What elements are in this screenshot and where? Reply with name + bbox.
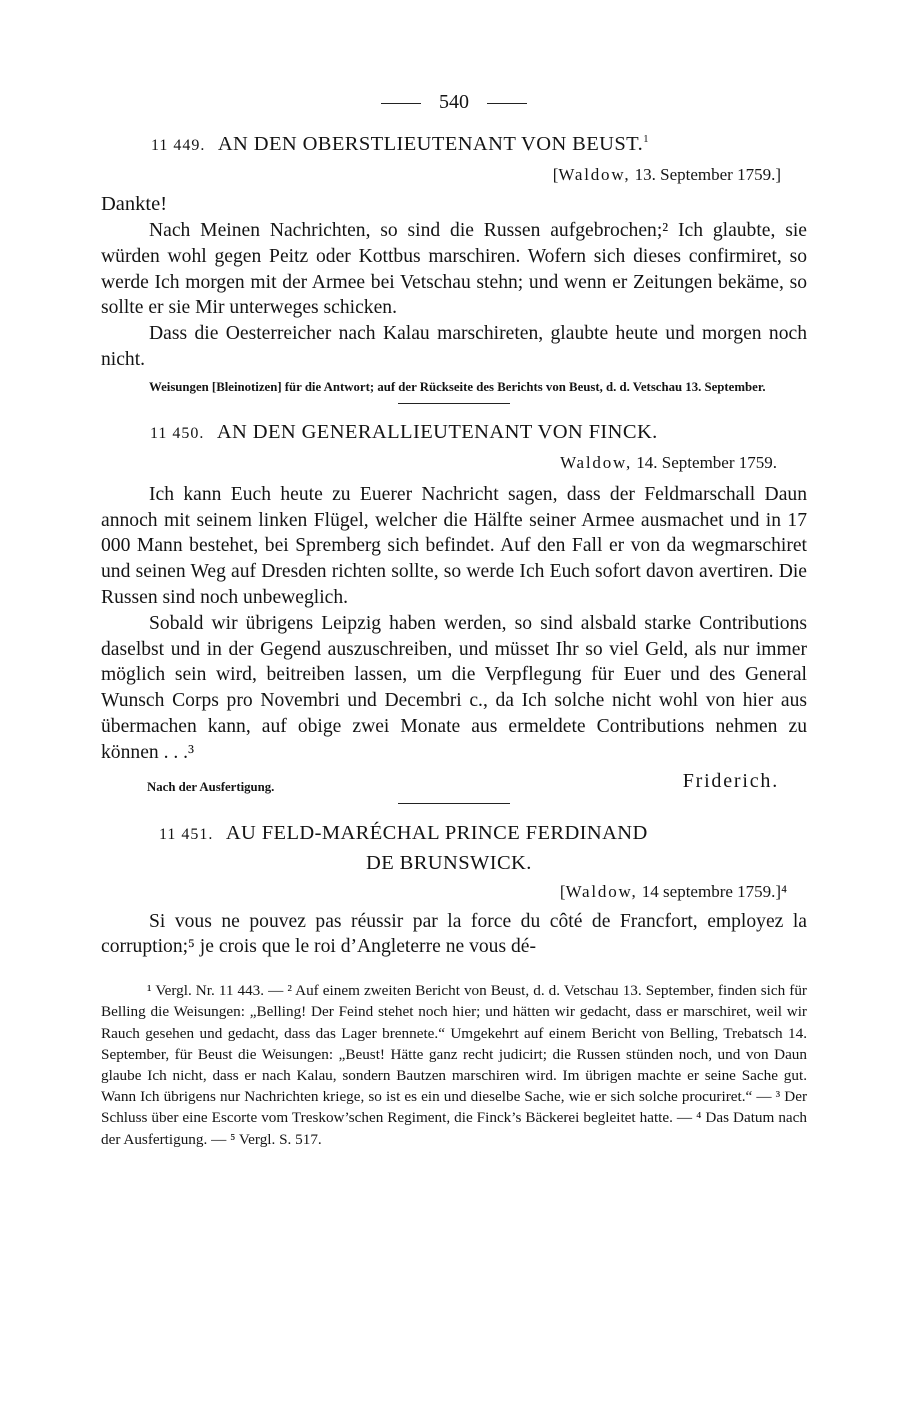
dateline [101,877,787,907]
header-rule-left [381,103,421,104]
letter-heading [159,819,807,877]
source-note: Nach der Ausfertigung. [147,779,275,794]
editorial-note [101,379,807,396]
footnote-ref: 1 [643,133,650,146]
paragraph: Nach Meinen Nachrichten, so sind die Russen aufgebrochen;² Ich glaubte, sie würden wohl gegen Peitz oder Kottbus marschiren. Wofern sich dieses confirmiret, so werde Ich morgen mit der Armee bei Vetschau stehn; und wenn er Zeitungen bekäme, so sollte er sie Mir unterweges schicken. [101,220,807,319]
dateline-place: Waldow, [560,452,633,472]
letter-11451 [101,819,807,961]
footnotes [101,980,807,1150]
salutation: Dankte! [101,193,168,215]
letter-title-line2: DE BRUNSWICK. [366,851,532,874]
header-rule-right [487,103,527,104]
letter-title: AN DEN GENERALLIEUTENANT VON FINCK. [216,420,658,443]
footnote-text: ¹ Vergl. Nr. 11 443. — ² Auf einem zweiten Bericht von Beust, d. d. Vetschau 13. September, finden sich für Belling die Weisungen: „Belling! Der Feind stehet noch hier; und hätten wir gedacht, dass er marschiret, weil wir Rauch gesehen und gedacht, dass das Lager brennete.“ Umgekehrt auf einem Bericht von Belling, Trebatsch 14. September, für Beust die Weisungen: „Beust! Hätte ganz recht judicirt; die Russen stünden noch, und von Daun glaube Ich nicht, dass er nach Kalau, sondern Bautzen marschiren wird. Im übrigen machte er seine Sache gut. Wann Ich übrigens nur Nachrichten kriege, so ist es ein und dieselbe Sache, wie er sich solche procuriret.“ — ³ Der Schluss über eine Escorte vom Treskow’schen Regiment, die Finck’s Bäckerei begleitet hatte. — ⁴ Das Datum nach der Ausfertigung. — ⁵ Vergl. S. 517. [101,982,807,1148]
dateline [101,160,781,190]
dateline [101,448,777,478]
letter-11449 [101,130,807,396]
letter-title: AN DEN OBERSTLIEUTENANT VON BEUST. [217,133,644,155]
letter-title-line1: AU FELD-MARÉCHAL PRINCE FERDINAND [225,821,648,844]
dateline-date: 14. September 1759. [636,452,777,472]
paragraph: Dass die Oesterreicher nach Kalau marschireten, glaubte heute und morgen noch nicht. [101,323,807,370]
dateline-place: Waldow, [558,165,631,184]
letter-number: 11 451. [159,825,214,843]
dateline-date: 14 septembre 1759.]⁴ [641,881,787,901]
dateline-date: 13. September 1759.] [634,165,781,184]
letter-heading [150,418,807,448]
dateline-bracket: [ [559,881,566,901]
letter-body [101,482,807,766]
dateline-place: Waldow, [565,881,638,901]
dateline-bracket: [ [552,165,559,184]
letter-number: 11 449. [151,137,206,154]
document-page [101,82,807,1150]
letter-number: 11 450. [150,424,205,442]
letter-heading [151,130,807,160]
separator-rule [398,803,510,804]
letter-11450 [101,418,807,806]
separator-rule [398,403,510,404]
letter-body [101,909,807,961]
signature: Friderich. [682,769,779,792]
paragraph: Si vous ne pouvez pas réussir par la force du côté de Francfort, employez la corruption;⁵ je crois que le roi d’Angleterre ne vous dé- [101,910,807,958]
signature-row [101,766,807,806]
note-text: Weisungen [Bleinotizen] für die Antwort; auf der Rückseite des Berichts von Beust, d. d. Vetschau 13. September. [149,379,766,394]
page-number: 540 [439,91,469,113]
letter-body [101,218,807,373]
paragraph: Sobald wir übrigens Leipzig haben werden, so sind alsbald starke Contributions daselbst und in der Gegend auszuschreiben, und müsset Ihr so viel Geld, als nur immer möglich sein wird, beitreiben lassen, um die Verpflegung für Euer und des General Wunsch Corps pro Novembri und Decembri c., da Ich solche nicht wohl von hier aus übermachen kann, auf obige zwei Monate aus ermeldete Contributions nehmen zu können . . .³ [101,612,807,763]
page-header [101,82,807,122]
paragraph: Ich kann Euch heute zu Euerer Nachricht sagen, dass der Feldmarschall Daun annoch mit seinem linken Flügel, welcher die Hälfte seiner Armee ausmachet und in 17 000 Mann bestehet, bei Spremberg sich befindet. Auf den Fall er von da wegmarschiret und seinen Weg auf Dresden richten sollte, so werde Ich Euch sofort davon avertiren. Die Russen sind noch unbeweglich. [101,483,807,608]
